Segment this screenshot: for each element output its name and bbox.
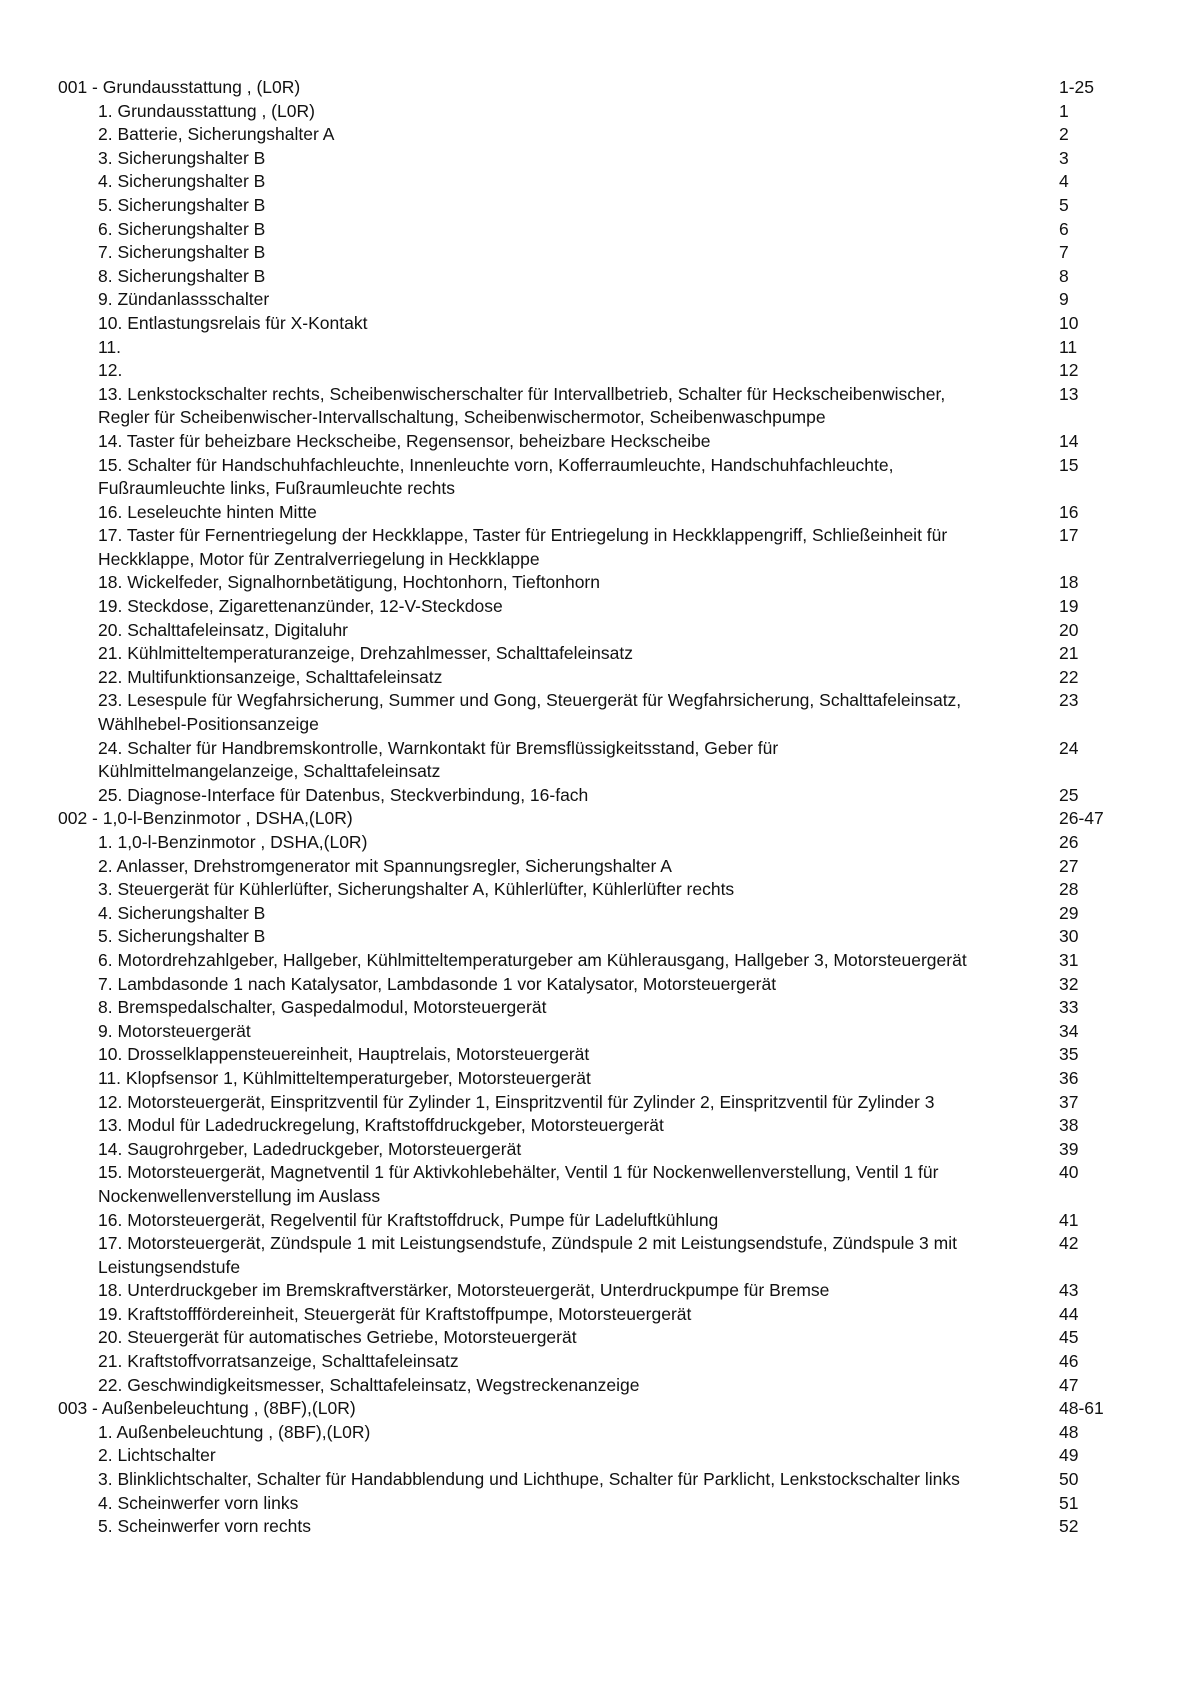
toc-entry-row[interactable]: [58, 218, 1118, 242]
toc-entry-page-number: 8: [1059, 265, 1069, 286]
toc-entry-page-number: 6: [1059, 218, 1069, 239]
toc-entry-row[interactable]: [58, 265, 1118, 289]
toc-entry-page-number: 18: [1059, 572, 1079, 593]
toc-entry-title: 10. Drosselklappensteuereinheit, Hauptrelais, Motorsteuergerät: [98, 1044, 590, 1065]
toc-entry-row[interactable]: [58, 1043, 1118, 1067]
toc-entry-title: 8. Sicherungshalter B: [98, 265, 266, 286]
toc-entry-page-number: 52: [1059, 1516, 1079, 1537]
toc-entry-row[interactable]: [58, 666, 1118, 690]
toc-entry-row[interactable]: [58, 1209, 1118, 1233]
toc-entry-page-number: 15: [1059, 454, 1079, 475]
toc-entry-page-number: 51: [1059, 1492, 1079, 1513]
toc-entry-row[interactable]: [58, 383, 1118, 430]
toc-section-page-range: 1-25: [1059, 77, 1095, 97]
toc-entry-title: 9. Zündanlassschalter: [98, 289, 270, 310]
toc-entry-row[interactable]: [58, 1161, 1118, 1208]
toc-section-row[interactable]: [58, 807, 1118, 831]
toc-entry-title: 17. Motorsteuergerät, Zündspule 1 mit Leistungsendstufe, Zündspule 2 mit Leistungsendstufe, Zündspule 3 mit Leistungsendstufe: [98, 1233, 957, 1277]
toc-section-title: 003 - Außenbeleuchtung , (8BF),(L0R): [58, 1398, 356, 1419]
toc-entry-title: 19. Steckdose, Zigarettenanzünder, 12-V-Steckdose: [98, 596, 503, 617]
toc-entry-row[interactable]: [58, 1492, 1118, 1516]
toc-entry-title: 17. Taster für Fernentriegelung der Heckklappe, Taster für Entriegelung in Heckklappengriff, Schließeinheit für Heckklappe, Motor für Zentralverriegelung in Heckklappe: [98, 525, 948, 569]
toc-entry-row[interactable]: [58, 241, 1118, 265]
toc-entry-row[interactable]: [58, 737, 1118, 784]
toc-entry-title: 15. Motorsteuergerät, Magnetventil 1 für Aktivkohlebehälter, Ventil 1 für Nockenwellenverstellung, Ventil 1 für Nockenwellenverstellung im Auslass: [98, 1162, 939, 1206]
toc-entry-page-number: 50: [1059, 1469, 1079, 1490]
toc-entry-row[interactable]: [58, 571, 1118, 595]
toc-entry-page-number: 14: [1059, 430, 1079, 451]
toc-entry-page-number: 30: [1059, 926, 1079, 947]
toc-entry-title: 18. Unterdruckgeber im Bremskraftverstärker, Motorsteuergerät, Unterdruckpumpe für Bremse: [98, 1280, 830, 1301]
toc-entry-page-number: 28: [1059, 879, 1079, 900]
toc-entry-page-number: 46: [1059, 1351, 1079, 1372]
toc-entry-row[interactable]: [58, 170, 1118, 194]
toc-entry-page-number: 24: [1059, 737, 1079, 758]
toc-entry-page-number: 42: [1059, 1233, 1079, 1254]
toc-entry-title: 25. Diagnose-Interface für Datenbus, Steckverbindung, 16-fach: [98, 784, 589, 805]
toc-entry-title: 5. Sicherungshalter B: [98, 194, 266, 215]
toc-entry-row[interactable]: [58, 619, 1118, 643]
toc-entry-title: 20. Steuergerät für automatisches Getriebe, Motorsteuergerät: [98, 1327, 577, 1348]
toc-entry-title: 18. Wickelfeder, Signalhornbetätigung, Hochtonhorn, Tieftonhorn: [98, 572, 600, 593]
toc-entry-title: 6. Sicherungshalter B: [98, 218, 266, 239]
toc-entry-title: 13. Modul für Ladedruckregelung, Kraftstoffdruckgeber, Motorsteuergerät: [98, 1115, 664, 1136]
toc-entry-page-number: 11: [1059, 336, 1078, 357]
toc-entry-title: 1. 1,0-l-Benzinmotor , DSHA,(L0R): [98, 832, 368, 852]
toc-entry-page-number: 9: [1059, 289, 1069, 310]
toc-entry-row[interactable]: [58, 1374, 1118, 1398]
toc-section-row[interactable]: [58, 76, 1118, 100]
toc-entry-page-number: 39: [1059, 1138, 1079, 1159]
toc-entry-row[interactable]: [58, 1421, 1118, 1445]
toc-entry-title: 3. Blinklichtschalter, Schalter für Handabblendung und Lichthupe, Schalter für Parklicht, Lenkstockschalter links: [98, 1469, 960, 1490]
toc-entry-page-number: 13: [1059, 383, 1079, 404]
toc-entry-page-number: 47: [1059, 1374, 1079, 1395]
toc-entry-title: 20. Schalttafeleinsatz, Digitaluhr: [98, 619, 348, 640]
toc-entry-title: 5. Scheinwerfer vorn rechts: [98, 1516, 312, 1537]
toc-entry-row[interactable]: [58, 1515, 1118, 1539]
toc-entry-page-number: 23: [1059, 690, 1079, 711]
toc-entry-row[interactable]: [58, 949, 1118, 973]
toc-entry-row[interactable]: [58, 1020, 1118, 1044]
toc-entry-title: 4. Sicherungshalter B: [98, 902, 266, 923]
toc-entry-title: 5. Sicherungshalter B: [98, 926, 266, 947]
toc-entry-page-number: 1: [1059, 100, 1069, 121]
toc-entry-row[interactable]: [58, 855, 1118, 879]
toc-entry-title: 14. Saugrohrgeber, Ladedruckgeber, Motorsteuergerät: [98, 1138, 522, 1159]
toc-entry-row[interactable]: [58, 1468, 1118, 1492]
toc-entry-page-number: 34: [1059, 1020, 1079, 1041]
toc-entry-row[interactable]: [58, 1067, 1118, 1091]
toc-entry-page-number: 44: [1059, 1303, 1079, 1324]
toc-entry-title: 3. Sicherungshalter B: [98, 147, 266, 168]
toc-entry-title: 1. Grundausstattung , (L0R): [98, 100, 315, 121]
toc-entry-title: 12. Motorsteuergerät, Einspritzventil für Zylinder 1, Einspritzventil für Zylinder 2, Einspritzventil für Zylinder 3: [98, 1091, 935, 1112]
toc-entry-page-number: 33: [1059, 997, 1079, 1018]
toc-entry-page-number: 49: [1059, 1445, 1079, 1466]
toc-entry-row[interactable]: [58, 689, 1118, 736]
toc-entry-title: 21. Kühlmitteltemperaturanzeige, Drehzahlmesser, Schalttafeleinsatz: [98, 643, 633, 664]
toc-entry-title: 3. Steuergerät für Kühlerlüfter, Sicherungshalter A, Kühlerlüfter, Kühlerlüfter rechts: [98, 879, 735, 900]
toc-entry-row[interactable]: [58, 147, 1118, 171]
toc-entry-row[interactable]: [58, 1114, 1118, 1138]
toc-entry-row[interactable]: [58, 925, 1118, 949]
toc-entry-row[interactable]: [58, 1350, 1118, 1374]
toc-entry-title: 1. Außenbeleuchtung , (8BF),(L0R): [98, 1421, 371, 1442]
toc-entry-page-number: 21: [1059, 643, 1079, 664]
table-of-contents: [58, 76, 1118, 1539]
toc-entry-row[interactable]: [58, 902, 1118, 926]
toc-entry-row[interactable]: [58, 784, 1118, 808]
toc-entry-page-number: 4: [1059, 171, 1069, 192]
toc-entry-page-number: 17: [1059, 525, 1079, 546]
toc-entry-title: 9. Motorsteuergerät: [98, 1020, 251, 1041]
toc-entry-title: 24. Schalter für Handbremskontrolle, Warnkontakt für Bremsflüssigkeitsstand, Geber für Kühlmittelmangelanzeige, Schalttafeleinsatz: [98, 737, 779, 782]
toc-entry-title: 4. Sicherungshalter B: [98, 171, 266, 192]
toc-entry-page-number: 16: [1059, 501, 1079, 522]
toc-entry-page-number: 36: [1059, 1067, 1079, 1088]
toc-entry-title: 8. Bremspedalschalter, Gaspedalmodul, Motorsteuergerät: [98, 997, 547, 1018]
toc-entry-title: 10. Entlastungsrelais für X-Kontakt: [98, 312, 368, 333]
toc-entry-page-number: 7: [1059, 242, 1069, 263]
toc-entry-page-number: 38: [1059, 1115, 1079, 1136]
toc-entry-title: 22. Multifunktionsanzeige, Schalttafeleinsatz: [98, 666, 443, 687]
toc-entry-title: 2. Anlasser, Drehstromgenerator mit Spannungsregler, Sicherungshalter A: [98, 855, 672, 876]
toc-entry-row[interactable]: [58, 1091, 1118, 1115]
toc-entry-page-number: 35: [1059, 1044, 1079, 1065]
toc-entry-title: 6. Motordrehzahlgeber, Hallgeber, Kühlmitteltemperaturgeber am Kühlerausgang, Hallgeber 3, Motorsteuergerät: [98, 949, 967, 970]
toc-entry-row[interactable]: [58, 996, 1118, 1020]
toc-entry-page-number: 3: [1059, 147, 1069, 168]
toc-entry-row[interactable]: [58, 501, 1118, 525]
toc-entry-page-number: 45: [1059, 1327, 1079, 1348]
toc-entry-page-number: 48: [1059, 1421, 1079, 1442]
toc-entry-title: 11.: [98, 336, 122, 357]
toc-section-title: 002 - 1,0-l-Benzinmotor , DSHA,(L0R): [58, 808, 353, 829]
toc-section-title: 001 - Grundausstattung , (L0R): [58, 77, 301, 97]
toc-entry-row[interactable]: [58, 595, 1118, 619]
toc-entry-title: 11. Klopfsensor 1, Kühlmitteltemperaturgeber, Motorsteuergerät: [98, 1067, 591, 1088]
toc-section-page-range: 26-47: [1059, 808, 1104, 829]
toc-entry-page-number: 2: [1059, 124, 1069, 145]
toc-entry-row[interactable]: [58, 831, 1118, 855]
toc-entry-title: 15. Schalter für Handschuhfachleuchte, Innenleuchte vorn, Kofferraumleuchte, Handschuhfachleuchte, Fußraumleuchte links, Fußraumleuchte rechts: [98, 454, 894, 499]
toc-entry-title: 2. Batterie, Sicherungshalter A: [98, 124, 335, 145]
toc-entry-page-number: 26: [1059, 832, 1079, 852]
toc-entry-row[interactable]: [58, 524, 1118, 571]
toc-entry-title: 14. Taster für beheizbare Heckscheibe, Regensensor, beheizbare Heckscheibe: [98, 430, 711, 451]
toc-entry-title: 7. Lambdasonde 1 nach Katalysator, Lambdasonde 1 vor Katalysator, Motorsteuergerät: [98, 973, 777, 994]
toc-entry-title: 16. Leseleuchte hinten Mitte: [98, 501, 317, 522]
toc-entry-page-number: 27: [1059, 855, 1079, 876]
toc-entry-row[interactable]: [58, 642, 1118, 666]
toc-entry-title: 22. Geschwindigkeitsmesser, Schalttafeleinsatz, Wegstreckenanzeige: [98, 1374, 640, 1395]
toc-entry-page-number: 37: [1059, 1091, 1079, 1112]
toc-entry-page-number: 5: [1059, 194, 1069, 215]
toc-entry-page-number: 25: [1059, 784, 1079, 805]
toc-entry-page-number: 19: [1059, 596, 1079, 617]
toc-section-page-range: 48-61: [1059, 1398, 1104, 1419]
toc-entry-row[interactable]: [58, 288, 1118, 312]
toc-entry-row[interactable]: [58, 123, 1118, 147]
toc-entry-title: 19. Kraftstofffördereinheit, Steuergerät für Kraftstoffpumpe, Motorsteuergerät: [98, 1303, 692, 1324]
toc-entry-page-number: 12: [1059, 360, 1079, 381]
toc-entry-row[interactable]: [58, 1138, 1118, 1162]
toc-entry-title: 4. Scheinwerfer vorn links: [98, 1492, 299, 1513]
toc-entry-row[interactable]: [58, 100, 1118, 124]
toc-entry-row[interactable]: [58, 973, 1118, 997]
toc-entry-page-number: 40: [1059, 1162, 1079, 1183]
toc-entry-page-number: 20: [1059, 619, 1079, 640]
toc-entry-row[interactable]: [58, 1444, 1118, 1468]
toc-entry-row[interactable]: [58, 194, 1118, 218]
toc-entry-page-number: 29: [1059, 902, 1079, 923]
toc-entry-title: 23. Lesespule für Wegfahrsicherung, Summer und Gong, Steuergerät für Wegfahrsicherung, Schalttafeleinsatz, Wählhebel-Positionsanzeige: [98, 690, 962, 735]
toc-section-row[interactable]: [58, 1397, 1118, 1421]
toc-entry-row[interactable]: [58, 430, 1118, 454]
toc-entry-row[interactable]: [58, 336, 1118, 360]
toc-entry-title: 13. Lenkstockschalter rechts, Scheibenwischerschalter für Intervallbetrieb, Schalter für Heckscheibenwischer, Regler für Scheibenwischer-Intervallschaltung, Scheibenwischermotor, Scheibenwaschpumpe: [98, 383, 946, 428]
toc-entry-page-number: 31: [1059, 949, 1079, 970]
toc-entry-title: 16. Motorsteuergerät, Regelventil für Kraftstoffdruck, Pumpe für Ladeluftkühlung: [98, 1209, 719, 1230]
toc-entry-title: 7. Sicherungshalter B: [98, 242, 266, 263]
toc-entry-row[interactable]: [58, 1326, 1118, 1350]
toc-entry-title: 12.: [98, 360, 123, 381]
toc-entry-row[interactable]: [58, 359, 1118, 383]
toc-entry-page-number: 41: [1059, 1209, 1079, 1230]
toc-entry-page-number: 43: [1059, 1280, 1079, 1301]
toc-entry-title: 2. Lichtschalter: [98, 1445, 216, 1466]
toc-entry-row[interactable]: [58, 1303, 1118, 1327]
toc-entry-row[interactable]: [58, 1279, 1118, 1303]
toc-entry-row[interactable]: [58, 312, 1118, 336]
toc-entry-row[interactable]: [58, 878, 1118, 902]
toc-entry-row[interactable]: [58, 454, 1118, 501]
toc-entry-page-number: 10: [1059, 312, 1079, 333]
toc-entry-page-number: 22: [1059, 666, 1079, 687]
toc-entry-title: 21. Kraftstoffvorratsanzeige, Schalttafeleinsatz: [98, 1351, 459, 1372]
toc-entry-row[interactable]: [58, 1232, 1118, 1279]
toc-entry-page-number: 32: [1059, 973, 1079, 994]
